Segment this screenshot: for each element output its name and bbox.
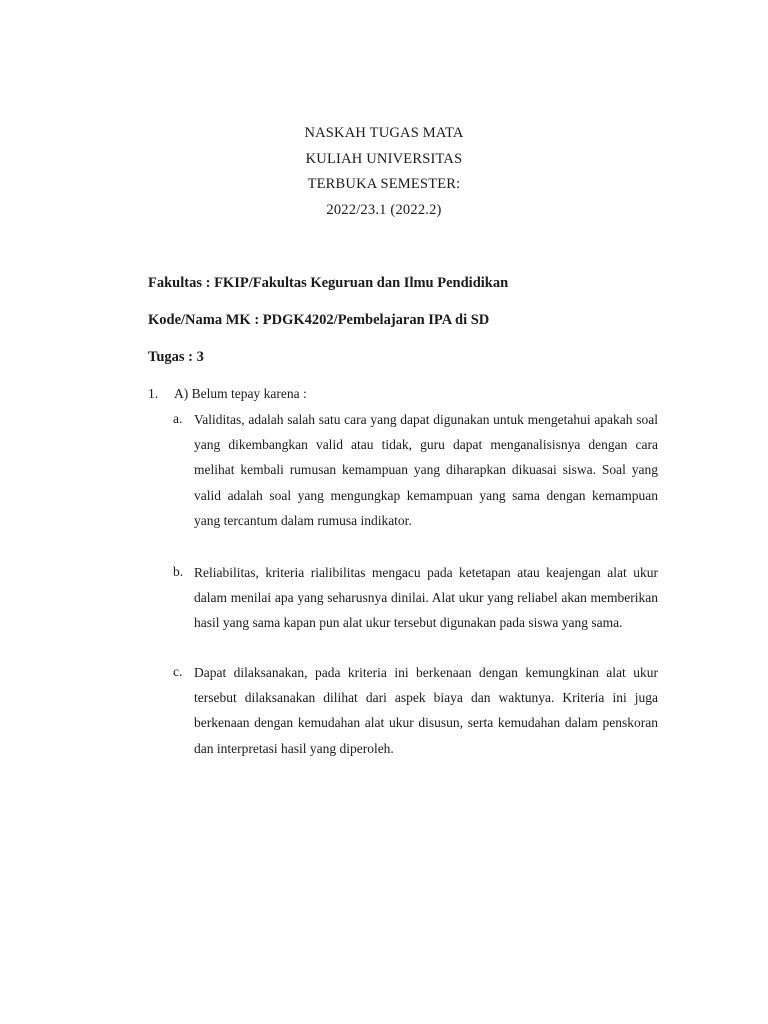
title-line-2: KULIAH UNIVERSITAS	[305, 150, 463, 167]
title-line-3: TERBUKA SEMESTER:	[307, 176, 461, 192]
item-text-c: Dapat dilaksanakan, pada kriteria ini berkenaan dengan kemungkinan alat ukur tersebut dilaksanakan dilihat dari aspek biaya dan waktunya. Kriteria ini juga berkenaan dengan kemudahan alat ukur disusun, serta kemudahan dalam penskoran dan interpretasi hasil yang diperoleh.	[194, 665, 658, 756]
item-letter-a: a.	[173, 411, 183, 426]
tugas-line: Tugas : 3	[148, 349, 204, 365]
item-letter-c: c.	[173, 664, 183, 679]
title-line-1: NASKAH TUGAS MATA	[304, 125, 464, 141]
question-number: 1.	[148, 386, 159, 401]
item-text-b: Reliabilitas, kriteria rialibilitas mengacu pada ketetapan atau keajengan alat ukur dalam menilai apa yang seharusnya dinilai. Alat ukur yang reliabel akan memberikan hasil yang sama kapan pun alat ukur tersebut digunakan pada siswa yang sama.	[194, 565, 658, 631]
item-letter-b: b.	[173, 564, 184, 579]
fakultas-line: Fakultas : FKIP/Fakultas Keguruan dan Ilmu Pendidikan	[148, 275, 509, 291]
title-line-4: 2022/23.1 (2022.2)	[326, 201, 442, 218]
item-text-a: Validitas, adalah salah satu cara yang dapat digunakan untuk mengetahui apakah soal yang dikembangkan valid atau tidak, guru dapat menganalisisnya dengan cara melihat kembali rumusan kemampuan yang diharapkan dikuasai siswa. Soal yang valid adalah soal yang mengungkap kemampuan yang sama dengan kemampuan yang tercantum dalam rumusa indikator.	[194, 412, 658, 528]
document-title	[0, 121, 768, 223]
question-heading: A) Belum tepay karena :	[174, 386, 307, 401]
kode-mk-line: Kode/Nama MK : PDGK4202/Pembelajaran IPA di SD	[148, 312, 490, 328]
